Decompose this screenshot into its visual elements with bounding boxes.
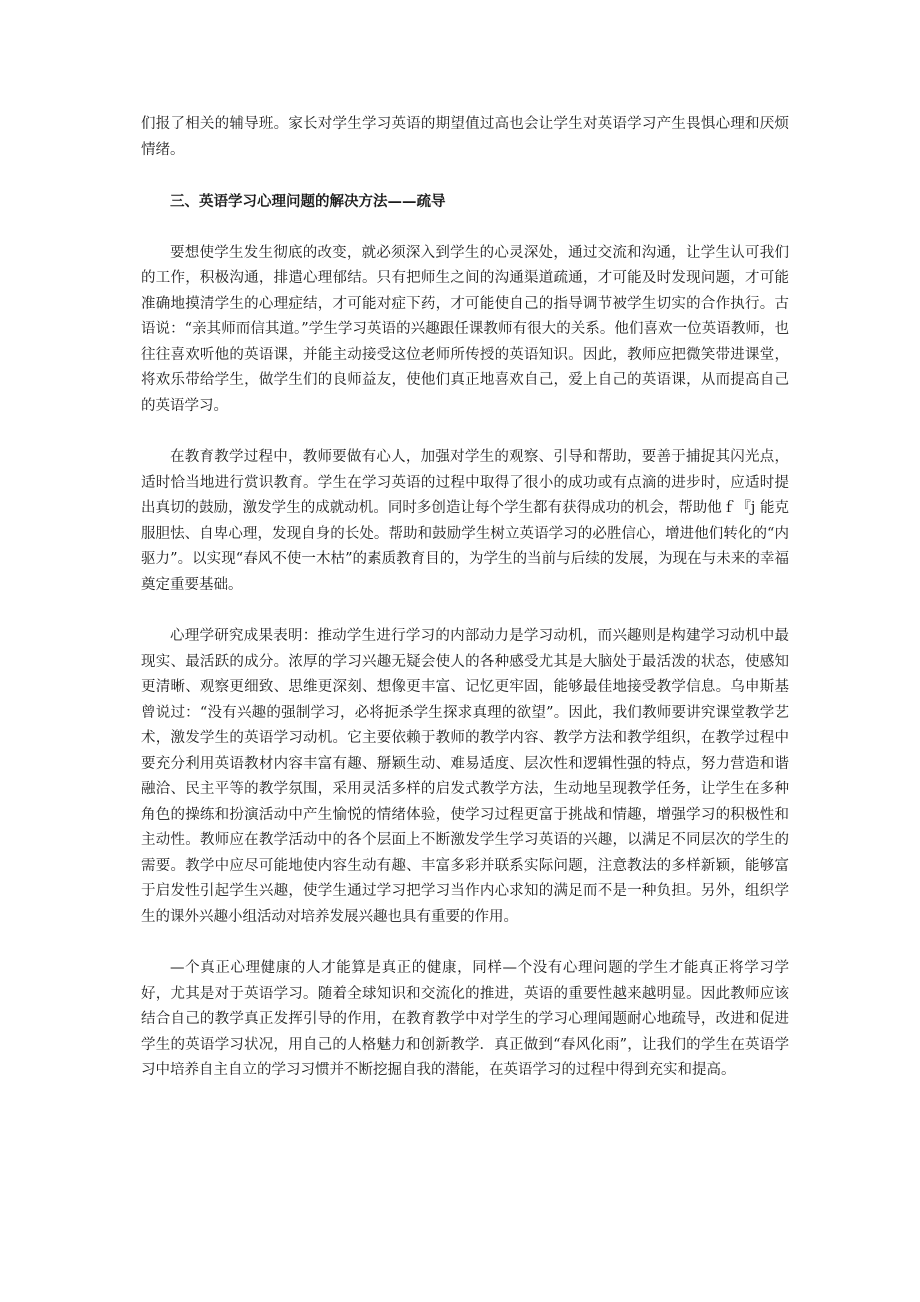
section-heading: 三、英语学习心理问题的解决方法——疏导 (170, 193, 446, 210)
body-paragraph-1: 要想使学生发生彻底的改变，就必须深入到学生的心灵深处，通过交流和沟通，让学生认可我们的工作，积极沟通，排遣心理郁结。只有把师生之间的沟通渠道疏通，才可能及时发现问题，才可能准确地摸清学生的心理症结，才可能对症下药，才可能使自己的指导调节被学生切实的合作执行。古语说：“亲其师而信其道。”学生学习英语的兴趣跟任课教师有很大的关系。他们喜欢一位英语教师，也往往喜欢听他的英语课，并能主动接受这位老师所传授的英语知识。因此，教师应把微笑带进课堂，将欢乐带给学生，做学生们的良师益友，使他们真正地喜欢自己，爱上自己的英语课，从而提高自己的英语学习。 (141, 244, 789, 414)
document-body (141, 112, 789, 1110)
continuation-paragraph: 们报了相关的辅导班。家长对学生学习英语的期望值过高也会让学生对英语学习产生畏惧心理和厌烦情绪。 (141, 116, 789, 158)
body-paragraph-2: 在教育教学过程中，教师要做有心人，加强对学生的观察、引导和帮助，要善于捕捉其闪光点，适时恰当地进行赏识教育。学生在学习英语的过程中取得了很小的成功或有点滴的进步时，应适时提出真切的鼓励，激发学生的成就动机。同时多创造让每个学生都有获得成功的机会，帮助他ｆ『j 能克服胆怯、自卑心理，发现自身的长处。帮助和鼓励学生树立英语学习的必胜信心，增进他们转化的“内驱力”。以实现“春风不使一木枯”的素质教育目的，为学生的当前与后续的发展，为现在与未来的幸福奠定重要基础。 (141, 449, 789, 593)
body-paragraph-4: —个真正心理健康的人才能算是真正的健康，同样—个没有心理问题的学生才能真正将学习学好，尤其是对于英语学习。随着全球知识和交流化的推进，英语的重要性越来越明显。因此教师应该结合自己的教学真正发挥引导的作用，在教育教学中对学生的学习心理闻题耐心地疏导，改进和促进学生的英语学习状况，用自己的人格魅力和创新教学．真正做到“春风化雨”，让我们的学生在英语学习中培养自主自立的学习习惯并不断挖掘自我的潜能，在英语学习的过程中得到充实和提高。 (141, 960, 789, 1078)
body-paragraph-3: 心理学研究成果表明：推动学生进行学习的内部动力是学习动机，而兴趣则是构建学习动机中最现实、最活跃的成分。浓厚的学习兴趣无疑会使人的各种感受尤其是大脑处于最活泼的状态，使感知更清晰、观察更细致、思维更深刻、想像更丰富、记忆更牢固，能够最佳地接受教学信息。乌申斯基曾说过：“没有兴趣的强制学习，必将扼杀学生探求真理的欲望”。因此，我们教师要讲究课堂教学艺术，激发学生的英语学习动机。它主要依赖于教师的教学内容、教学方法和教学组织，在教学过程中要充分利用英语教材内容丰富有趣、掰颖生动、难易适度、层次性和逻辑性强的特点，努力营造和谐融洽、民主平等的教学氛围，采用灵活多样的启发式教学方法，生动地呈现教学任务，让学生在多种角色的操练和扮演活动中产生愉悦的情绪体验，使学习过程更富于挑战和情趣，增强学习的积极性和主动性。教师应在教学活动中的各个层面上不断激发学生学习英语的兴趣，以满足不同层次的学生的需要。教学中应尽可能地使内容生动有趣、丰富多彩并联系实际问题，注意教法的多样新颖，能够富于启发性引起学生兴趣，使学生通过学习把学习当作内心求知的满足而不是一种负担。另外，组织学生的课外兴趣小组活动对培养发展兴趣也具有重要的作用。 (141, 628, 789, 925)
